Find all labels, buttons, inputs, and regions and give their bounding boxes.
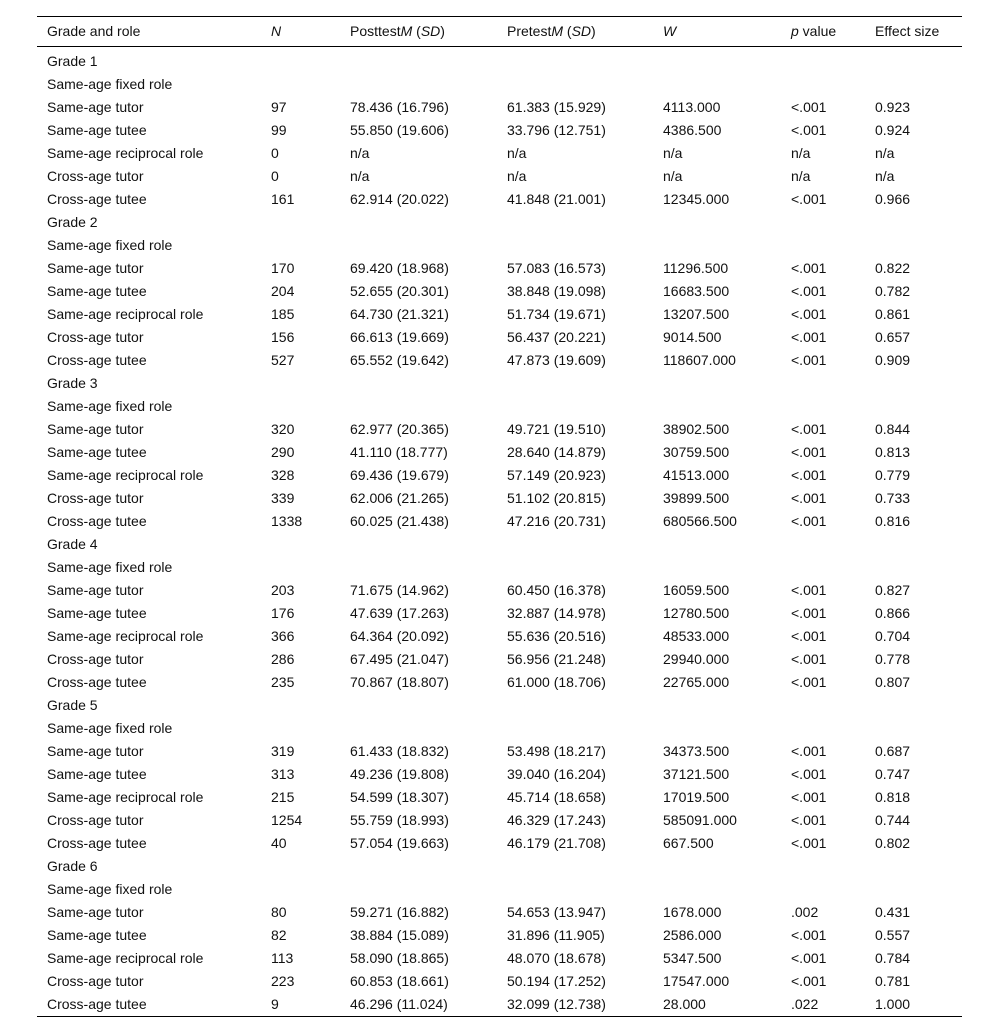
cell-p-value: <.001	[791, 628, 827, 644]
cell-w: 17019.500	[663, 789, 730, 805]
header-pretest-open: (	[563, 23, 572, 39]
cell-n: 80	[271, 904, 287, 920]
cell-role: Same-age reciprocal role	[47, 950, 204, 966]
cell-effect-size: 0.778	[875, 651, 911, 667]
cell-posttest: 49.236 (19.808)	[350, 766, 449, 782]
cell-p-value: n/a	[791, 145, 811, 161]
cell-role: Cross-age tutor	[47, 812, 144, 828]
header-posttest-prefix: Posttest	[350, 23, 401, 39]
header-pretest-m: M	[551, 23, 564, 39]
grade-row-label: Grade 6	[47, 858, 98, 874]
header-posttest	[340, 17, 497, 47]
cell-w: 9014.500	[663, 329, 722, 345]
cell-role: Same-age reciprocal role	[47, 628, 204, 644]
cell-pretest: 39.040 (16.204)	[507, 766, 606, 782]
cell-posttest: 64.730 (21.321)	[350, 306, 449, 322]
cell-n: 235	[271, 674, 295, 690]
cell-p-value: <.001	[791, 260, 827, 276]
grade-row	[37, 694, 962, 717]
header-p-value	[781, 17, 865, 47]
cell-n: 328	[271, 467, 295, 483]
cell-posttest: 54.599 (18.307)	[350, 789, 449, 805]
cell-posttest: 70.867 (18.807)	[350, 674, 449, 690]
table-row	[37, 786, 962, 809]
cell-role: Cross-age tutor	[47, 651, 144, 667]
cell-pretest: 51.734 (19.671)	[507, 306, 606, 322]
table-row	[37, 119, 962, 142]
cell-w: 667.500	[663, 835, 714, 851]
cell-effect-size: 0.866	[875, 605, 911, 621]
table-row	[37, 326, 962, 349]
cell-effect-size: n/a	[875, 168, 895, 184]
subheading-row-label: Same-age fixed role	[47, 398, 173, 414]
cell-posttest: 69.420 (18.968)	[350, 260, 449, 276]
cell-effect-size: 0.818	[875, 789, 911, 805]
cell-p-value: <.001	[791, 99, 827, 115]
grade-row-label: Grade 2	[47, 214, 98, 230]
cell-w: 37121.500	[663, 766, 730, 782]
header-posttest-m: M	[400, 23, 413, 39]
header-w	[653, 17, 781, 47]
cell-pretest: 47.873 (19.609)	[507, 352, 606, 368]
cell-role: Cross-age tutee	[47, 996, 147, 1012]
cell-w: 39899.500	[663, 490, 730, 506]
cell-w: 585091.000	[663, 812, 737, 828]
cell-p-value: <.001	[791, 651, 827, 667]
cell-n: 286	[271, 651, 295, 667]
cell-role: Same-age tutor	[47, 582, 144, 598]
cell-posttest: n/a	[350, 145, 370, 161]
cell-w: 34373.500	[663, 743, 730, 759]
cell-role: Cross-age tutee	[47, 191, 147, 207]
grade-row-label: Grade 5	[47, 697, 98, 713]
cell-posttest: 55.759 (18.993)	[350, 812, 449, 828]
cell-pretest: 54.653 (13.947)	[507, 904, 606, 920]
table-row	[37, 763, 962, 786]
table-row	[37, 441, 962, 464]
cell-posttest: n/a	[350, 168, 370, 184]
cell-pretest: 56.437 (20.221)	[507, 329, 606, 345]
cell-role: Cross-age tutee	[47, 674, 147, 690]
cell-effect-size: 0.779	[875, 467, 911, 483]
cell-posttest: 61.433 (18.832)	[350, 743, 449, 759]
header-p-italic: p	[791, 23, 799, 39]
cell-role: Same-age reciprocal role	[47, 306, 204, 322]
cell-pretest: 28.640 (14.879)	[507, 444, 606, 460]
table-row	[37, 809, 962, 832]
cell-effect-size: 0.807	[875, 674, 911, 690]
cell-n: 156	[271, 329, 295, 345]
cell-w: 2586.000	[663, 927, 722, 943]
cell-n: 82	[271, 927, 287, 943]
cell-w: 30759.500	[663, 444, 730, 460]
table-row	[37, 257, 962, 280]
cell-role: Same-age tutor	[47, 99, 144, 115]
cell-p-value: <.001	[791, 490, 827, 506]
cell-role: Same-age tutee	[47, 122, 147, 138]
grade-row	[37, 533, 962, 556]
cell-w: 22765.000	[663, 674, 730, 690]
grade-row-label: Grade 4	[47, 536, 98, 552]
cell-w: 48533.000	[663, 628, 730, 644]
cell-n: 366	[271, 628, 295, 644]
header-posttest-close: )	[440, 23, 445, 39]
cell-n: 313	[271, 766, 295, 782]
cell-role: Same-age tutor	[47, 260, 144, 276]
cell-effect-size: 0.924	[875, 122, 911, 138]
cell-n: 176	[271, 605, 295, 621]
cell-n: 9	[271, 996, 279, 1012]
cell-w: 12345.000	[663, 191, 730, 207]
cell-w: 29940.000	[663, 651, 730, 667]
header-grade-role: Grade and role	[37, 17, 261, 47]
cell-p-value: <.001	[791, 812, 827, 828]
subheading-row-label: Same-age fixed role	[47, 559, 173, 575]
table-row	[37, 165, 962, 188]
cell-role: Cross-age tutee	[47, 513, 147, 529]
cell-pretest: 32.887 (14.978)	[507, 605, 606, 621]
cell-w: 5347.500	[663, 950, 722, 966]
cell-n: 204	[271, 283, 295, 299]
cell-effect-size: 0.747	[875, 766, 911, 782]
header-posttest-sd: SD	[420, 23, 441, 39]
cell-effect-size: 0.923	[875, 99, 911, 115]
cell-p-value: <.001	[791, 306, 827, 322]
subheading-row	[37, 878, 962, 901]
cell-role: Cross-age tutee	[47, 352, 147, 368]
header-w-label: W	[663, 23, 677, 39]
cell-role: Cross-age tutor	[47, 329, 144, 345]
cell-effect-size: 0.704	[875, 628, 911, 644]
cell-w: 4113.000	[663, 99, 721, 115]
cell-effect-size: 0.657	[875, 329, 911, 345]
cell-effect-size: 0.909	[875, 352, 911, 368]
cell-w: 28.000	[663, 996, 706, 1012]
cell-posttest: 60.025 (21.438)	[350, 513, 449, 529]
cell-p-value: <.001	[791, 789, 827, 805]
cell-n: 215	[271, 789, 295, 805]
cell-p-value: <.001	[791, 835, 827, 851]
cell-posttest: 52.655 (20.301)	[350, 283, 449, 299]
table-row	[37, 648, 962, 671]
cell-effect-size: 0.782	[875, 283, 911, 299]
cell-effect-size: 0.802	[875, 835, 911, 851]
cell-p-value: <.001	[791, 950, 827, 966]
cell-effect-size: 1.000	[875, 996, 911, 1012]
cell-effect-size: 0.966	[875, 191, 911, 207]
table-row	[37, 671, 962, 694]
cell-p-value: <.001	[791, 674, 827, 690]
table-row	[37, 832, 962, 855]
cell-n: 0	[271, 145, 279, 161]
table-row	[37, 349, 962, 372]
cell-role: Same-age reciprocal role	[47, 145, 204, 161]
cell-n: 290	[271, 444, 295, 460]
cell-posttest: 59.271 (16.882)	[350, 904, 449, 920]
cell-pretest: 55.636 (20.516)	[507, 628, 606, 644]
cell-w: 1678.000	[663, 904, 722, 920]
cell-role: Same-age tutor	[47, 743, 144, 759]
cell-pretest: 47.216 (20.731)	[507, 513, 606, 529]
table-row	[37, 487, 962, 510]
cell-p-value: <.001	[791, 467, 827, 483]
cell-posttest: 58.090 (18.865)	[350, 950, 449, 966]
cell-n: 527	[271, 352, 295, 368]
header-n-label: N	[271, 23, 282, 39]
cell-role: Same-age tutor	[47, 904, 144, 920]
cell-role: Cross-age tutor	[47, 973, 144, 989]
cell-effect-size: 0.813	[875, 444, 911, 460]
cell-n: 203	[271, 582, 295, 598]
cell-pretest: 46.329 (17.243)	[507, 812, 606, 828]
table-row	[37, 993, 962, 1017]
cell-posttest: 41.110 (18.777)	[350, 444, 448, 460]
cell-effect-size: 0.557	[875, 927, 911, 943]
header-n	[261, 17, 340, 47]
cell-n: 170	[271, 260, 295, 276]
table-row	[37, 464, 962, 487]
cell-w: 680566.500	[663, 513, 737, 529]
cell-n: 97	[271, 99, 287, 115]
cell-posttest: 55.850 (19.606)	[350, 122, 449, 138]
cell-pretest: n/a	[507, 168, 527, 184]
grade-row	[37, 47, 962, 74]
cell-n: 99	[271, 122, 287, 138]
header-p-rest: value	[798, 23, 837, 39]
cell-n: 320	[271, 421, 295, 437]
cell-p-value: .022	[791, 996, 819, 1012]
cell-pretest: 46.179 (21.708)	[507, 835, 606, 851]
header-pretest-sd: SD	[571, 23, 592, 39]
grade-row-label: Grade 3	[47, 375, 98, 391]
cell-effect-size: 0.431	[875, 904, 911, 920]
cell-role: Same-age tutee	[47, 766, 147, 782]
grade-row	[37, 855, 962, 878]
cell-p-value: <.001	[791, 766, 827, 782]
cell-effect-size: 0.784	[875, 950, 911, 966]
cell-p-value: <.001	[791, 605, 827, 621]
cell-effect-size: 0.844	[875, 421, 911, 437]
cell-w: 41513.000	[663, 467, 730, 483]
cell-w: n/a	[663, 168, 683, 184]
cell-w: n/a	[663, 145, 683, 161]
cell-p-value: <.001	[791, 513, 827, 529]
subheading-row	[37, 395, 962, 418]
cell-p-value: <.001	[791, 582, 827, 598]
cell-p-value: <.001	[791, 191, 827, 207]
cell-posttest: 46.296 (11.024)	[350, 996, 448, 1012]
cell-pretest: 45.714 (18.658)	[507, 789, 606, 805]
subheading-row-label: Same-age fixed role	[47, 720, 173, 736]
cell-n: 0	[271, 168, 279, 184]
cell-p-value: .002	[791, 904, 819, 920]
cell-role: Cross-age tutee	[47, 835, 147, 851]
header-pretest-prefix: Pretest	[507, 23, 552, 39]
cell-p-value: <.001	[791, 927, 827, 943]
cell-p-value: <.001	[791, 973, 827, 989]
cell-pretest: 50.194 (17.252)	[507, 973, 606, 989]
cell-posttest: 62.914 (20.022)	[350, 191, 449, 207]
cell-pretest: 53.498 (18.217)	[507, 743, 606, 759]
cell-posttest: 62.977 (20.365)	[350, 421, 449, 437]
cell-pretest: 38.848 (19.098)	[507, 283, 606, 299]
cell-p-value: <.001	[791, 352, 827, 368]
cell-effect-size: 0.822	[875, 260, 911, 276]
cell-p-value: <.001	[791, 743, 827, 759]
cell-posttest: 66.613 (19.669)	[350, 329, 449, 345]
subheading-row	[37, 73, 962, 96]
cell-w: 38902.500	[663, 421, 730, 437]
cell-p-value: <.001	[791, 329, 827, 345]
subheading-row-label: Same-age fixed role	[47, 881, 173, 897]
cell-role: Same-age reciprocal role	[47, 467, 204, 483]
cell-role: Same-age reciprocal role	[47, 789, 204, 805]
cell-posttest: 78.436 (16.796)	[350, 99, 449, 115]
table-row	[37, 740, 962, 763]
cell-posttest: 67.495 (21.047)	[350, 651, 449, 667]
subheading-row	[37, 556, 962, 579]
cell-effect-size: 0.733	[875, 490, 911, 506]
cell-role: Same-age tutee	[47, 605, 147, 621]
cell-effect-size: 0.744	[875, 812, 911, 828]
cell-pretest: 31.896 (11.905)	[507, 927, 605, 943]
cell-w: 16059.500	[663, 582, 730, 598]
cell-effect-size: 0.687	[875, 743, 911, 759]
cell-pretest: 48.070 (18.678)	[507, 950, 606, 966]
subheading-row	[37, 234, 962, 257]
cell-posttest: 47.639 (17.263)	[350, 605, 449, 621]
cell-effect-size: 0.827	[875, 582, 911, 598]
cell-pretest: n/a	[507, 145, 527, 161]
header-pretest-close: )	[591, 23, 596, 39]
cell-pretest: 61.383 (15.929)	[507, 99, 606, 115]
cell-n: 161	[271, 191, 295, 207]
table-row	[37, 303, 962, 326]
table-row	[37, 901, 962, 924]
cell-w: 4386.500	[663, 122, 722, 138]
subheading-row-label: Same-age fixed role	[47, 76, 173, 92]
cell-n: 1338	[271, 513, 303, 529]
grade-row	[37, 211, 962, 234]
cell-w: 118607.000	[663, 352, 736, 368]
header-effect-size: Effect size	[865, 17, 962, 47]
table-row	[37, 96, 962, 119]
table-header	[37, 17, 962, 47]
table-row	[37, 947, 962, 970]
cell-role: Cross-age tutor	[47, 168, 144, 184]
cell-p-value: n/a	[791, 168, 811, 184]
cell-posttest: 64.364 (20.092)	[350, 628, 449, 644]
cell-pretest: 33.796 (12.751)	[507, 122, 606, 138]
cell-n: 339	[271, 490, 295, 506]
cell-w: 11296.500	[663, 260, 729, 276]
cell-n: 113	[271, 950, 294, 966]
cell-n: 40	[271, 835, 287, 851]
cell-effect-size: 0.861	[875, 306, 911, 322]
cell-n: 1254	[271, 812, 303, 828]
table-row	[37, 510, 962, 533]
cell-posttest: 62.006 (21.265)	[350, 490, 449, 506]
cell-effect-size: 0.781	[875, 973, 911, 989]
header-posttest-open: (	[412, 23, 421, 39]
cell-pretest: 57.149 (20.923)	[507, 467, 606, 483]
table-row	[37, 924, 962, 947]
results-table	[37, 16, 962, 1017]
cell-n: 223	[271, 973, 295, 989]
subheading-row	[37, 717, 962, 740]
cell-pretest: 56.956 (21.248)	[507, 651, 606, 667]
cell-pretest: 57.083 (16.573)	[507, 260, 606, 276]
cell-pretest: 49.721 (19.510)	[507, 421, 606, 437]
grade-row	[37, 372, 962, 395]
cell-p-value: <.001	[791, 283, 827, 299]
cell-role: Same-age tutee	[47, 927, 147, 943]
cell-pretest: 60.450 (16.378)	[507, 582, 606, 598]
cell-pretest: 41.848 (21.001)	[507, 191, 606, 207]
table-row	[37, 142, 962, 165]
cell-posttest: 65.552 (19.642)	[350, 352, 449, 368]
table-row	[37, 579, 962, 602]
table-row	[37, 188, 962, 211]
table-row	[37, 625, 962, 648]
cell-role: Same-age tutee	[47, 283, 147, 299]
cell-posttest: 60.853 (18.661)	[350, 973, 449, 989]
cell-pretest: 61.000 (18.706)	[507, 674, 606, 690]
cell-posttest: 57.054 (19.663)	[350, 835, 449, 851]
cell-w: 12780.500	[663, 605, 730, 621]
cell-effect-size: 0.816	[875, 513, 911, 529]
cell-pretest: 51.102 (20.815)	[507, 490, 606, 506]
cell-w: 13207.500	[663, 306, 730, 322]
header-pretest	[497, 17, 653, 47]
cell-p-value: <.001	[791, 421, 827, 437]
cell-p-value: <.001	[791, 444, 827, 460]
cell-w: 17547.000	[663, 973, 730, 989]
cell-role: Same-age tutor	[47, 421, 144, 437]
cell-n: 319	[271, 743, 295, 759]
cell-effect-size: n/a	[875, 145, 895, 161]
subheading-row-label: Same-age fixed role	[47, 237, 173, 253]
table-body	[37, 47, 962, 1017]
cell-n: 185	[271, 306, 295, 322]
table-row	[37, 280, 962, 303]
cell-pretest: 32.099 (12.738)	[507, 996, 606, 1012]
grade-row-label: Grade 1	[47, 53, 98, 69]
cell-role: Same-age tutee	[47, 444, 147, 460]
cell-p-value: <.001	[791, 122, 827, 138]
cell-posttest: 38.884 (15.089)	[350, 927, 449, 943]
cell-role: Cross-age tutor	[47, 490, 144, 506]
cell-w: 16683.500	[663, 283, 730, 299]
cell-posttest: 69.436 (19.679)	[350, 467, 449, 483]
table-row	[37, 418, 962, 441]
table-row	[37, 970, 962, 993]
table-row	[37, 602, 962, 625]
cell-posttest: 71.675 (14.962)	[350, 582, 449, 598]
